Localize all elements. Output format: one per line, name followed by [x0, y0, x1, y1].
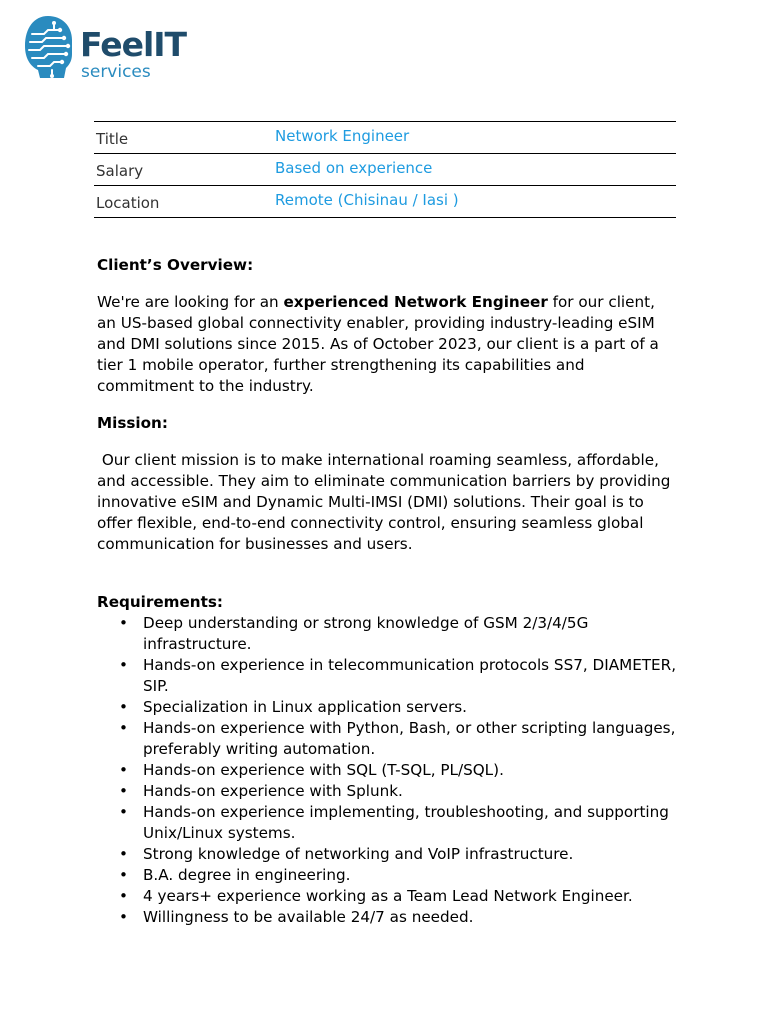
- list-item-text: Hands-on experience with Python, Bash, or other scripting languages, preferably writing automation.: [143, 719, 676, 758]
- requirements-list: [97, 613, 677, 928]
- logo-name: FeelIT: [80, 25, 187, 64]
- job-description: [97, 255, 677, 928]
- mission-paragraph: Our client mission is to make international roaming seamless, affordable, and accessible. They aim to eliminate communication barriers by providing innovative eSIM and Dynamic Multi-IMSI (DMI) solutions. Their goal is to offer flexible, end-to-end connectivity control, ensuring seamless global communication for businesses and users.: [97, 451, 676, 553]
- list-item: [97, 907, 677, 928]
- list-item-text: B.A. degree in engineering.: [143, 866, 351, 884]
- bullet: •: [119, 887, 128, 905]
- requirements-heading: Requirements:: [97, 593, 223, 611]
- list-item: [97, 718, 677, 760]
- overview-paragraph: [97, 292, 677, 397]
- bullet: •: [119, 866, 128, 884]
- overview-text-end: for our client, an US-based global connectivity enabler, providing industry-leading eSIM and DMI solutions since 2015. As of October 2023, our client is a part of a tier 1 mobile operator, further strengthening its capabilities and commitment to the industry.: [97, 293, 659, 395]
- list-item: [97, 655, 677, 697]
- job-info-table: [94, 121, 676, 218]
- bullet: •: [119, 908, 128, 926]
- bullet: •: [119, 761, 128, 779]
- info-value: Based on experience: [275, 159, 433, 177]
- list-item-text: Willingness to be available 24/7 as needed.: [143, 908, 474, 926]
- list-item: [97, 802, 677, 844]
- info-row-location: [94, 185, 676, 218]
- list-item-text: Hands-on experience implementing, troubleshooting, and supporting Unix/Linux systems.: [143, 803, 669, 842]
- list-item-text: Hands-on experience with SQL (T-SQL, PL/SQL).: [143, 761, 504, 779]
- list-item-text: Hands-on experience in telecommunication protocols SS7, DIAMETER, SIP.: [143, 656, 677, 695]
- info-label: Salary: [96, 162, 144, 180]
- overview-heading: Client’s Overview:: [97, 256, 254, 274]
- info-label: Title: [96, 130, 129, 148]
- logo-subtitle: services: [81, 62, 151, 82]
- bullet: •: [119, 719, 128, 737]
- circuit-head-icon: [24, 14, 74, 80]
- list-item: [97, 613, 677, 655]
- overview-text-bold: experienced Network Engineer: [283, 293, 548, 311]
- list-item-text: 4 years+ experience working as a Team Lead Network Engineer.: [143, 887, 633, 905]
- info-row-salary: [94, 153, 676, 185]
- list-item: [97, 886, 677, 907]
- bullet: •: [119, 845, 128, 863]
- info-row-title: [94, 121, 676, 153]
- bullet: •: [119, 656, 128, 674]
- bullet: •: [119, 803, 128, 821]
- list-item: [97, 760, 677, 781]
- list-item-text: Strong knowledge of networking and VoIP infrastructure.: [143, 845, 574, 863]
- overview-text-start: We're are looking for an: [97, 293, 284, 311]
- info-label: Location: [96, 194, 160, 212]
- company-logo: [24, 14, 194, 80]
- info-value: Network Engineer: [275, 127, 410, 145]
- list-item: [97, 844, 677, 865]
- bullet: •: [119, 614, 128, 632]
- bullet: •: [119, 698, 128, 716]
- mission-heading: Mission:: [97, 414, 168, 432]
- list-item-text: Hands-on experience with Splunk.: [143, 782, 403, 800]
- list-item: [97, 781, 677, 802]
- bullet: •: [119, 782, 128, 800]
- list-item-text: Deep understanding or strong knowledge of GSM 2/3/4/5G infrastructure.: [143, 614, 589, 653]
- list-item: [97, 697, 677, 718]
- info-value: Remote (Chisinau / Iasi ): [275, 191, 459, 209]
- list-item: [97, 865, 677, 886]
- list-item-text: Specialization in Linux application servers.: [143, 698, 467, 716]
